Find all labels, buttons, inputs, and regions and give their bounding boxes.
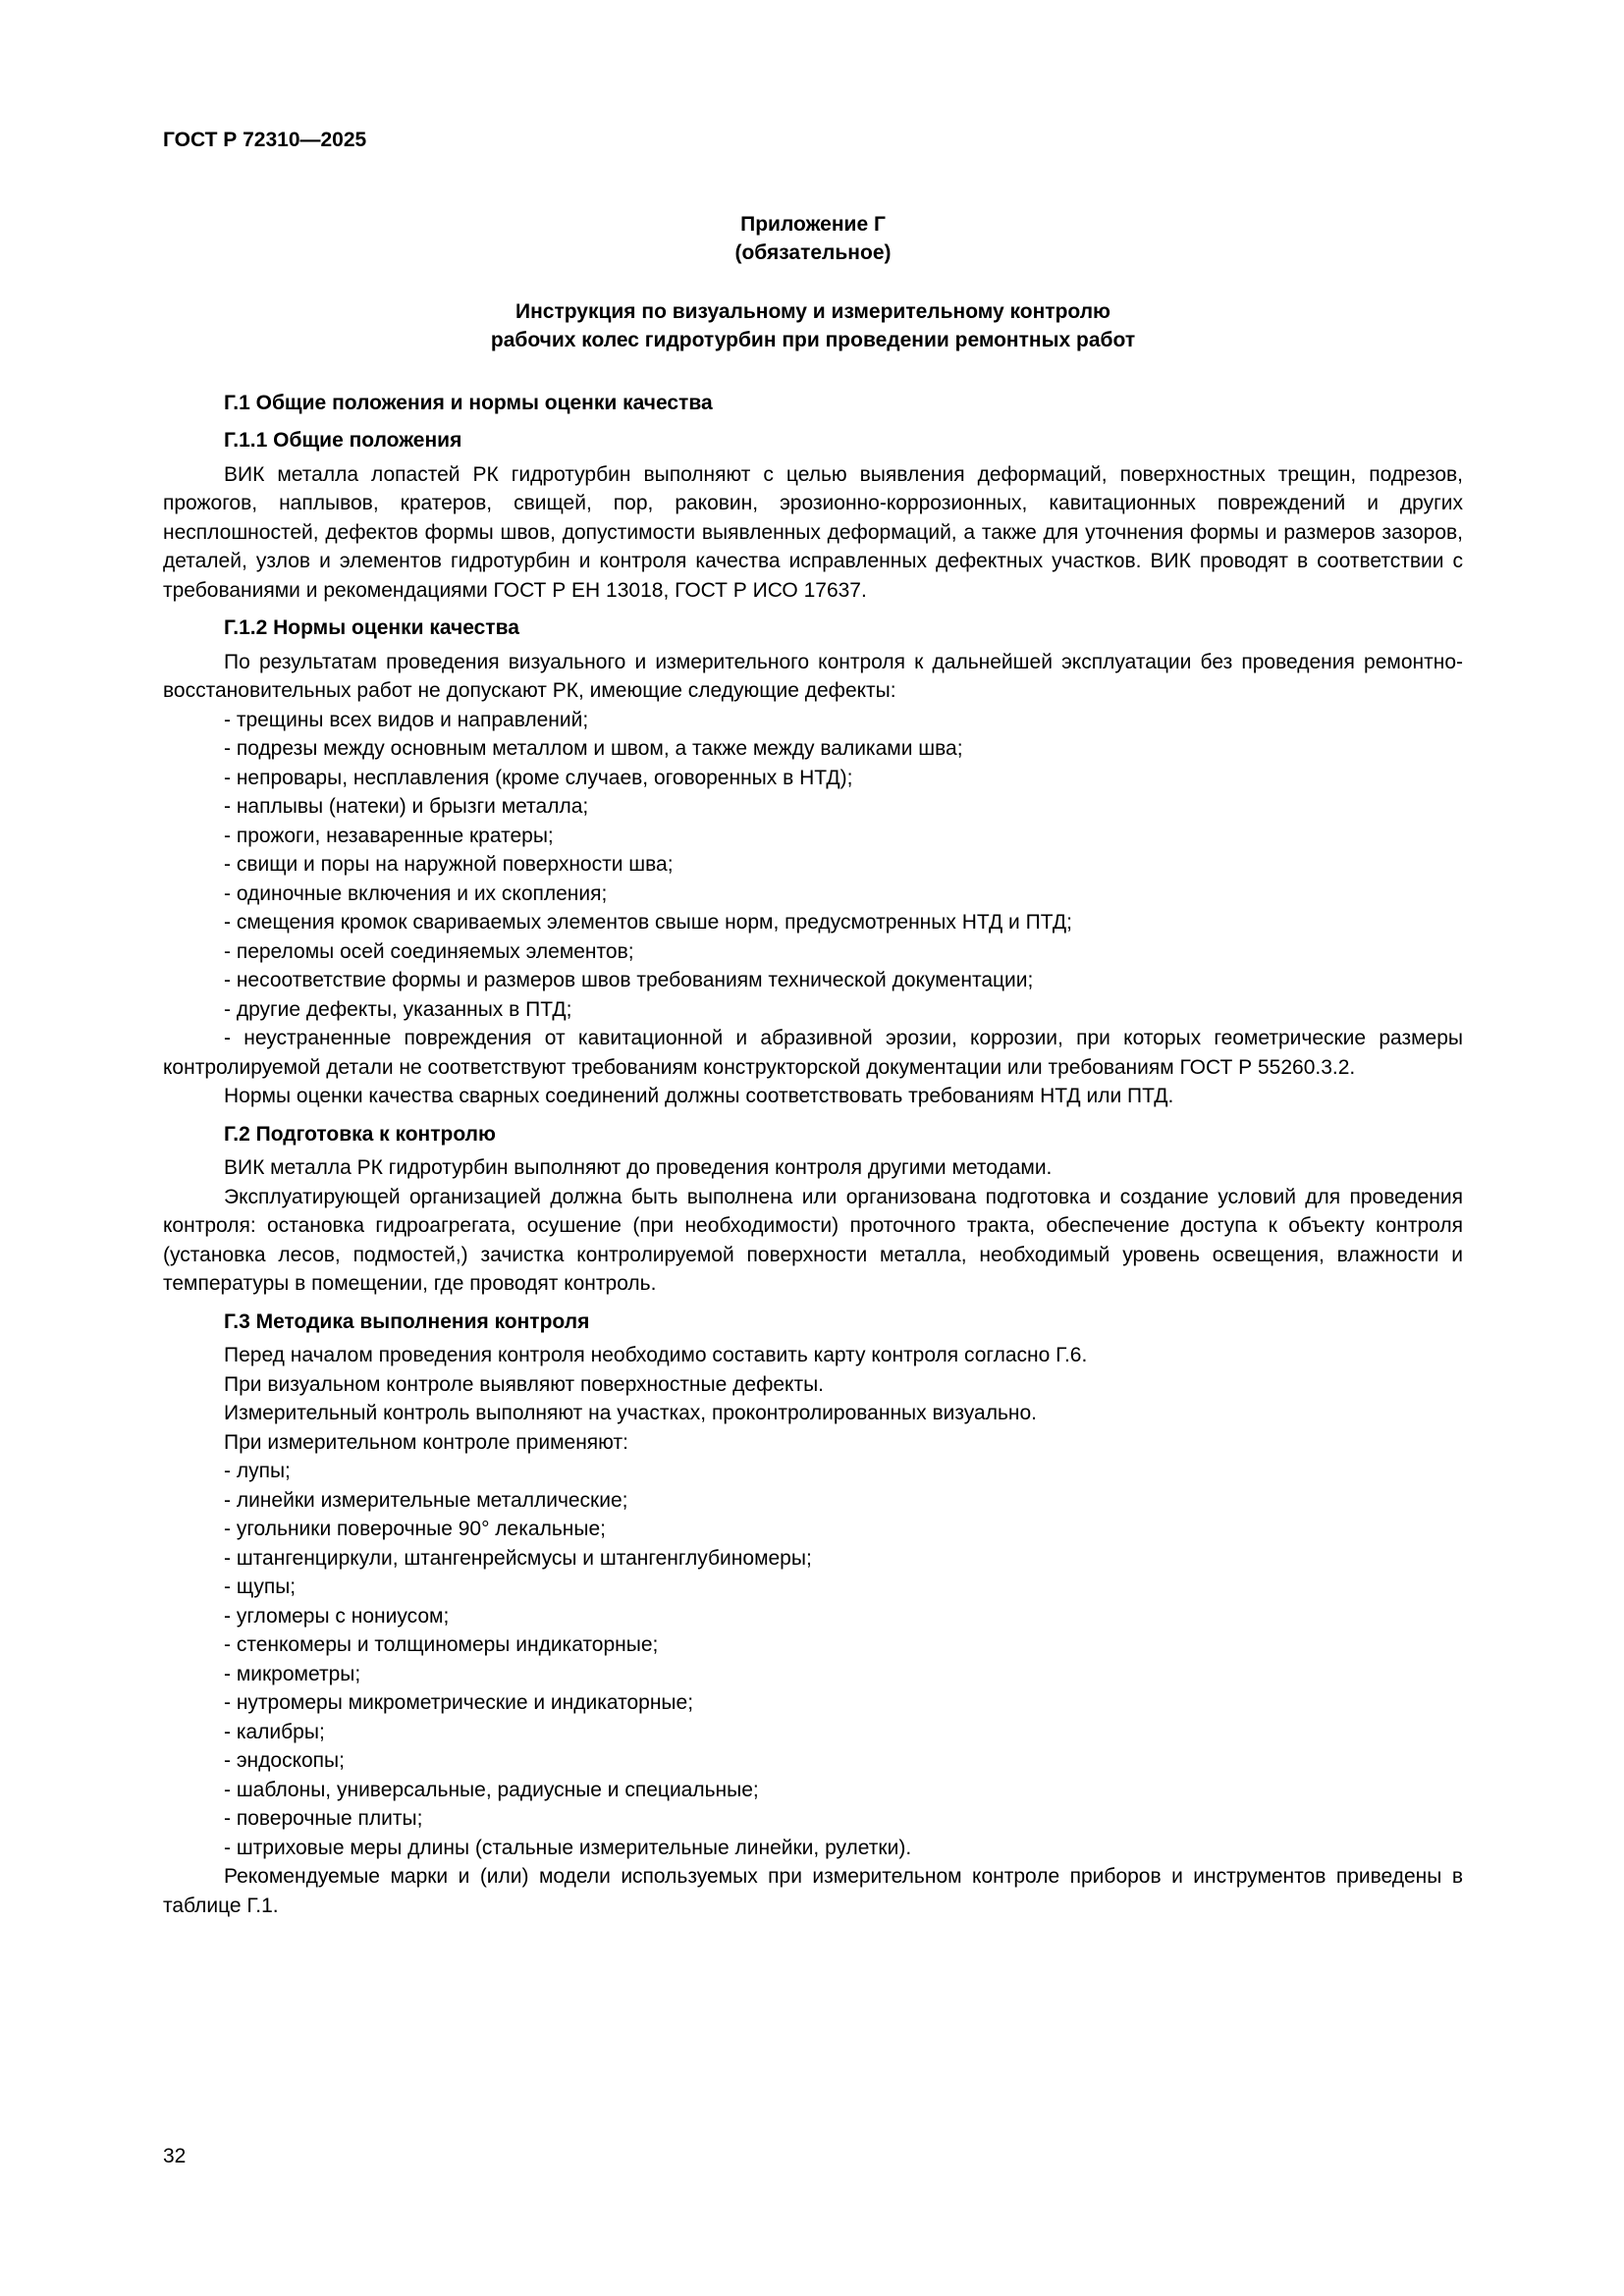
list-item: - стенкомеры и толщиномеры индикаторные;	[224, 1633, 659, 1656]
appendix-title-line1: Инструкция по визуальному и измерительному контролю	[515, 299, 1110, 323]
section-heading: Г.1 Общие положения и нормы оценки качества	[224, 391, 713, 414]
paragraph: Эксплуатирующей организацией должна быть выполнена или организована подготовка и создание условий для проведения контроля: остановка гидроагрегата, осушение (при необходимости) проточного тракта, обеспечение доступа к объекту контроля (установка лесов, подмостей,) зачистка контролируемой поверхности металла, необходимый уровень освещения, влажности и температуры в помещении, где проводят контроль.	[163, 1185, 1463, 1295]
list-item: - переломы осей соединяемых элементов;	[224, 939, 634, 963]
list-item: - эндоскопы;	[224, 1749, 345, 1772]
list-item: - угломеры с нониусом;	[224, 1604, 450, 1628]
paragraph: Перед началом проведения контроля необходимо составить карту контроля согласно Г.6.	[224, 1344, 1088, 1366]
appendix-kind: (обязательное)	[734, 241, 892, 264]
section-heading: Г.1.1 Общие положения	[224, 429, 462, 452]
list-item: - другие дефекты, указанных в ПТД;	[224, 997, 572, 1021]
list-item: - шаблоны, универсальные, радиусные и специальные;	[224, 1778, 759, 1801]
list-item: - штангенциркули, штангенрейсмусы и штангенглубиномеры;	[224, 1546, 812, 1570]
paragraph: Рекомендуемые марки и (или) модели используемых при измерительном контроле приборов и инструментов приведены в таблице Г.1.	[163, 1865, 1463, 1917]
paragraph: ВИК металла лопастей РК гидротурбин выполняют с целью выявления деформаций, поверхностных трещин, подрезов, прожогов, наплывов, кратеров, свищей, пор, раковин, эрозионно-коррозионных, кавитационных повреждений и других несплошностей, дефектов формы швов, допустимости выявленных деформаций, а также для уточнения формы и размеров зазоров, деталей, узлов и элементов гидротурбин и контроля качества исправленных дефектных участков. ВИК проводят в соответствии с требованиями и рекомендациями ГОСТ Р ЕН 13018, ГОСТ Р ИСО 17637.	[163, 462, 1463, 602]
list-item: - поверочные плиты;	[224, 1807, 423, 1830]
list-item: - одиночные включения и их скопления;	[224, 881, 608, 905]
appendix-title-line2: рабочих колес гидротурбин при проведении ремонтных работ	[490, 329, 1136, 351]
list-item: - свищи и поры на наружной поверхности шва;	[224, 853, 674, 876]
list-item: - щупы;	[224, 1575, 297, 1598]
document-code: ГОСТ Р 72310—2025	[163, 129, 367, 151]
paragraph: При визуальном контроле выявляют поверхностные дефекты.	[224, 1372, 824, 1396]
list-item: - нутромеры микрометрические и индикаторные;	[224, 1691, 694, 1714]
list-item: - трещины всех видов и направлений;	[224, 708, 589, 731]
list-item: - несоответствие формы и размеров швов требованиям технической документации;	[224, 969, 1034, 991]
list-item: - непровары, несплавления (кроме случаев, оговоренных в НТД);	[224, 766, 853, 789]
list-item: - штриховые меры длины (стальные измерительные линейки, рулетки).	[224, 1836, 912, 1859]
list-item: - линейки измерительные металлические;	[224, 1488, 628, 1512]
list-item: - лупы;	[224, 1460, 291, 1482]
list-item: - прожоги, незаваренные кратеры;	[224, 824, 554, 847]
document-page	[163, 126, 1463, 1920]
page-number: 32	[163, 2145, 187, 2167]
appendix-label: Приложение Г	[740, 212, 886, 236]
list-item: - неустраненные повреждения от кавитационной и абразивной эрозии, коррозии, при которых геометрические размеры контролируемой детали не соответствуют требованиям конструкторской документации или требованиям ГОСТ Р 55260.3.2.	[163, 1027, 1463, 1079]
paragraph: При измерительном контроле применяют:	[224, 1430, 628, 1454]
section-heading: Г.3 Методика выполнения контроля	[224, 1309, 590, 1333]
document-content	[163, 389, 1463, 1921]
list-item: - наплывы (натеки) и брызги металла;	[224, 795, 589, 818]
list-item: - микрометры;	[224, 1662, 361, 1685]
paragraph: По результатам проведения визуального и измерительного контроля к дальнейшей эксплуатации без проведения ремонтно-восстановительных работ не допускают РК, имеющие следующие дефекты:	[163, 650, 1463, 702]
section-heading: Г.2 Подготовка к контролю	[224, 1122, 496, 1146]
list-item: - подрезы между основным металлом и швом, а также между валиками шва;	[224, 737, 963, 760]
paragraph: ВИК металла РК гидротурбин выполняют до проведения контроля другими методами.	[224, 1156, 1053, 1179]
list-item: - смещения кромок свариваемых элементов свыше норм, предусмотренных НТД и ПТД;	[224, 911, 1072, 934]
list-item: - калибры;	[224, 1720, 325, 1743]
section-heading: Г.1.2 Нормы оценки качества	[224, 616, 519, 639]
appendix-title	[163, 297, 1463, 355]
list-item: - угольники поверочные 90° лекальные;	[224, 1518, 606, 1540]
paragraph: Нормы оценки качества сварных соединений должны соответствовать требованиям НТД или ПТД.	[224, 1085, 1174, 1107]
paragraph: Измерительный контроль выполняют на участках, проконтролированных визуально.	[224, 1402, 1037, 1424]
